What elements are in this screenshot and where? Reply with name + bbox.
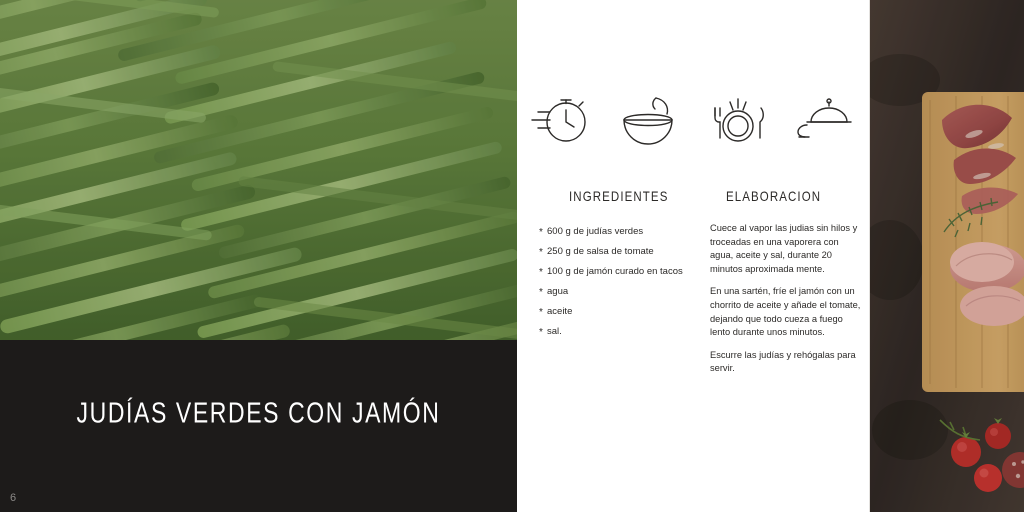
list-item: * sal. [527, 322, 697, 342]
method-paragraph: Escurre las judías y rehógalas para servir. [710, 349, 856, 374]
list-item: * agua [527, 282, 697, 302]
timer-icon [524, 88, 598, 152]
list-item: * aceite [527, 302, 697, 322]
mixing-bowl-icon [612, 88, 686, 152]
list-item: * 100 g de jamón curado en tacos [527, 262, 697, 282]
serving-cloche-icon [789, 88, 863, 152]
ingredients-list [527, 222, 697, 342]
plate-cutlery-icon [701, 88, 775, 152]
method-heading: ELABORACION [726, 190, 822, 205]
method-paragraph: Cuece al vapor las judias sin hilos y troceadas en una vaporera con agua, aceite y sal, durante 20 minutos aproximada mente. [710, 223, 858, 274]
page-number: 6 [10, 492, 17, 504]
green-beans-photo [0, 0, 517, 340]
recipe-content-panel [517, 0, 870, 512]
method-paragraph: En una sartén, fríe el jamón con un chorrito de aceite y añade el tomate, dejando que todo cueza a fuego lento durante unos minutos. [710, 286, 861, 338]
list-item: * 600 g de judías verdes [527, 222, 697, 242]
ingredients-heading: INGREDIENTES [569, 190, 669, 205]
icon-row [517, 88, 870, 152]
recipe-title-bar [0, 340, 517, 512]
list-item: * 250 g de salsa de tomate [527, 242, 697, 262]
charcuterie-photo [870, 0, 1024, 512]
page-title: JUDÍAS VERDES CON JAMÓN [76, 396, 441, 429]
method-text [710, 222, 862, 385]
